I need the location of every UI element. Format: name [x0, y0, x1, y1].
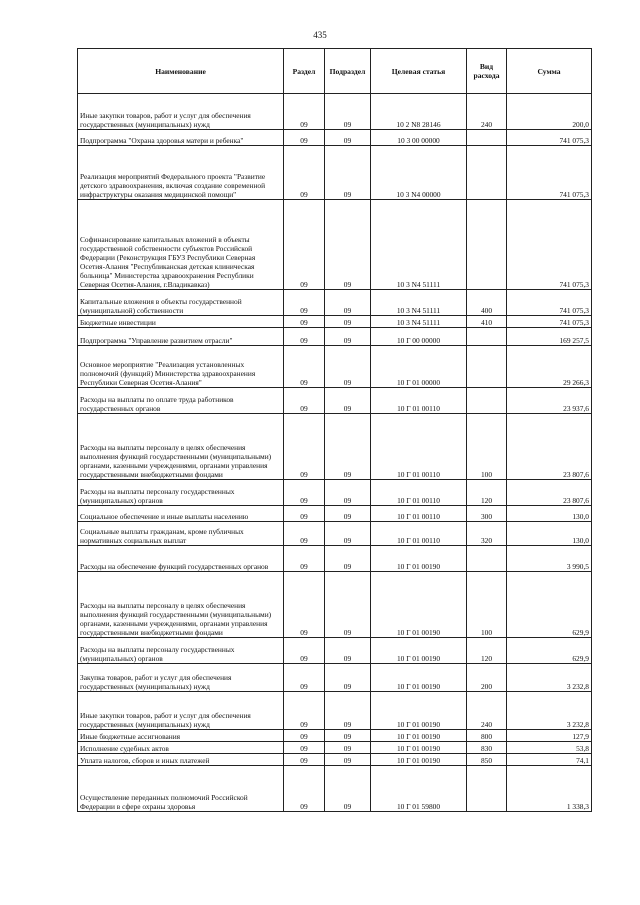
row-target: 10 Г 01 00190 — [371, 742, 467, 754]
row-section: 09 — [284, 730, 325, 742]
row-subsection: 09 — [325, 546, 371, 572]
row-expense-type: 850 — [467, 754, 507, 766]
row-expense-type: 830 — [467, 742, 507, 754]
row-name: Расходы на выплаты персоналу государственных (муниципальных) органов — [78, 638, 284, 664]
row-sum: 741 075,3 — [507, 290, 592, 316]
row-expense-type: 320 — [467, 522, 507, 546]
row-section: 09 — [284, 414, 325, 480]
row-subsection: 09 — [325, 692, 371, 730]
row-subsection: 09 — [325, 346, 371, 388]
row-sum: 741 075,3 — [507, 200, 592, 290]
row-subsection: 09 — [325, 316, 371, 328]
row-target: 10 Г 01 59800 — [371, 766, 467, 812]
row-section: 09 — [284, 130, 325, 146]
row-sum: 3 990,5 — [507, 546, 592, 572]
row-subsection: 09 — [325, 664, 371, 692]
row-subsection: 09 — [325, 742, 371, 754]
row-target: 10 Г 01 00110 — [371, 522, 467, 546]
table-row — [78, 506, 592, 522]
table-row — [78, 638, 592, 664]
row-sum: 741 075,3 — [507, 316, 592, 328]
row-subsection: 09 — [325, 388, 371, 414]
row-subsection: 09 — [325, 730, 371, 742]
row-name: Подпрограмма "Охрана здоровья матери и ребенка" — [78, 130, 284, 146]
row-sum: 127,9 — [507, 730, 592, 742]
row-name: Расходы на выплаты персоналу в целях обеспечения выполнения функций государственными (муниципальными) органами, казенными учреждениями, органами управления государственными внебюджетными фондами — [78, 572, 284, 638]
row-sum: 741 075,3 — [507, 146, 592, 200]
row-section: 09 — [284, 316, 325, 328]
row-expense-type: 100 — [467, 414, 507, 480]
row-target: 10 Г 01 00190 — [371, 572, 467, 638]
row-target: 10 Г 00 00000 — [371, 328, 467, 346]
table-row — [78, 200, 592, 290]
row-name: Социальное обеспечение и иные выплаты населению — [78, 506, 284, 522]
row-section: 09 — [284, 742, 325, 754]
budget-table — [77, 48, 592, 812]
row-expense-type: 100 — [467, 572, 507, 638]
table-row — [78, 94, 592, 130]
row-sum: 23 807,6 — [507, 480, 592, 506]
table-row — [78, 664, 592, 692]
table-row — [78, 572, 592, 638]
row-sum: 629,9 — [507, 572, 592, 638]
row-section: 09 — [284, 328, 325, 346]
table-row — [78, 522, 592, 546]
table-row — [78, 730, 592, 742]
row-section: 09 — [284, 94, 325, 130]
row-target: 10 3 N4 51111 — [371, 200, 467, 290]
row-name: Осуществление переданных полномочий Российской Федерации в сфере охраны здоровья — [78, 766, 284, 812]
row-subsection: 09 — [325, 290, 371, 316]
row-sum: 629,9 — [507, 638, 592, 664]
row-target: 10 Г 01 00190 — [371, 730, 467, 742]
header-subsection: Подраздел — [325, 49, 371, 94]
table-row — [78, 388, 592, 414]
row-sum: 23 937,6 — [507, 388, 592, 414]
row-expense-type — [467, 146, 507, 200]
row-name: Исполнение судебных актов — [78, 742, 284, 754]
row-name: Софинансирование капитальных вложений в объекты государственной собственности субъектов Российской Федерации (Реконструкция ГБУЗ Республики Северная Осетия-Алания "Республиканская детская клиническая больница" Министерства здравоохранения Республики Северная Осетия-Алания, г.Владикавказ) — [78, 200, 284, 290]
row-subsection: 09 — [325, 766, 371, 812]
row-subsection: 09 — [325, 328, 371, 346]
table-header-row — [78, 49, 592, 94]
row-subsection: 09 — [325, 146, 371, 200]
row-target: 10 Г 01 00000 — [371, 346, 467, 388]
row-sum: 23 807,6 — [507, 414, 592, 480]
table-row — [78, 480, 592, 506]
table-row — [78, 414, 592, 480]
row-expense-type: 400 — [467, 290, 507, 316]
row-target: 10 Г 01 00110 — [371, 388, 467, 414]
row-subsection: 09 — [325, 414, 371, 480]
row-target: 10 3 00 00000 — [371, 130, 467, 146]
table-row — [78, 754, 592, 766]
header-expense-type: Вид расхода — [467, 49, 507, 94]
table-row — [78, 130, 592, 146]
table-body — [78, 94, 592, 812]
row-section: 09 — [284, 692, 325, 730]
row-target: 10 Г 01 00110 — [371, 506, 467, 522]
header-sum: Сумма — [507, 49, 592, 94]
row-subsection: 09 — [325, 94, 371, 130]
row-expense-type — [467, 766, 507, 812]
row-name: Бюджетные инвестиции — [78, 316, 284, 328]
row-name: Иные бюджетные ассигнования — [78, 730, 284, 742]
row-target: 10 3 N4 00000 — [371, 146, 467, 200]
row-subsection: 09 — [325, 130, 371, 146]
header-name: Наименование — [78, 49, 284, 94]
table-row — [78, 346, 592, 388]
row-expense-type: 120 — [467, 638, 507, 664]
row-subsection: 09 — [325, 638, 371, 664]
row-name: Расходы на обеспечение функций государственных органов — [78, 546, 284, 572]
row-subsection: 09 — [325, 200, 371, 290]
row-expense-type — [467, 130, 507, 146]
table-row — [78, 316, 592, 328]
table-row — [78, 328, 592, 346]
row-subsection: 09 — [325, 754, 371, 766]
row-expense-type: 410 — [467, 316, 507, 328]
row-expense-type — [467, 328, 507, 346]
row-name: Расходы на выплаты по оплате труда работников государственных органов — [78, 388, 284, 414]
row-sum: 130,0 — [507, 506, 592, 522]
row-name: Уплата налогов, сборов и иных платежей — [78, 754, 284, 766]
row-target: 10 Г 01 00190 — [371, 638, 467, 664]
row-expense-type: 120 — [467, 480, 507, 506]
row-section: 09 — [284, 754, 325, 766]
row-section: 09 — [284, 388, 325, 414]
row-subsection: 09 — [325, 572, 371, 638]
row-target: 10 Г 01 00190 — [371, 546, 467, 572]
row-section: 09 — [284, 290, 325, 316]
row-section: 09 — [284, 546, 325, 572]
row-sum: 53,8 — [507, 742, 592, 754]
page-number: 435 — [313, 30, 327, 40]
row-expense-type — [467, 200, 507, 290]
row-expense-type — [467, 546, 507, 572]
row-name: Расходы на выплаты персоналу в целях обеспечения выполнения функций государственными (муниципальными) органами, казенными учреждениями, органами управления государственными внебюджетными фондами — [78, 414, 284, 480]
row-section: 09 — [284, 522, 325, 546]
row-section: 09 — [284, 638, 325, 664]
row-sum: 3 232,8 — [507, 664, 592, 692]
row-name: Закупка товаров, работ и услуг для обеспечения государственных (муниципальных) нужд — [78, 664, 284, 692]
row-expense-type — [467, 346, 507, 388]
row-sum: 3 232,8 — [507, 692, 592, 730]
row-section: 09 — [284, 480, 325, 506]
row-section: 09 — [284, 200, 325, 290]
row-target: 10 Г 01 00110 — [371, 414, 467, 480]
table-row — [78, 692, 592, 730]
row-sum: 200,0 — [507, 94, 592, 130]
row-name: Иные закупки товаров, работ и услуг для обеспечения государственных (муниципальных) нужд — [78, 692, 284, 730]
row-section: 09 — [284, 766, 325, 812]
row-section: 09 — [284, 146, 325, 200]
row-name: Иные закупки товаров, работ и услуг для обеспечения государственных (муниципальных) нужд — [78, 94, 284, 130]
row-sum: 741 075,3 — [507, 130, 592, 146]
row-sum: 169 257,5 — [507, 328, 592, 346]
row-name: Капитальные вложения в объекты государственной (муниципальной) собственности — [78, 290, 284, 316]
table-row — [78, 766, 592, 812]
row-subsection: 09 — [325, 522, 371, 546]
table-row — [78, 742, 592, 754]
table-row — [78, 290, 592, 316]
row-expense-type: 240 — [467, 94, 507, 130]
header-target: Целевая статья — [371, 49, 467, 94]
row-sum: 130,0 — [507, 522, 592, 546]
row-expense-type — [467, 388, 507, 414]
row-expense-type: 240 — [467, 692, 507, 730]
row-target: 10 Г 01 00110 — [371, 480, 467, 506]
row-section: 09 — [284, 572, 325, 638]
row-name: Основное мероприятие "Реализация установленных полномочий (функций) Министерства здравоохранения Республики Северная Осетия-Алания" — [78, 346, 284, 388]
row-target: 10 3 N4 51111 — [371, 316, 467, 328]
row-section: 09 — [284, 506, 325, 522]
row-sum: 1 338,3 — [507, 766, 592, 812]
header-section: Раздел — [284, 49, 325, 94]
row-name: Реализация мероприятий Федерального проекта "Развитие детского здравоохранения, включая создание современной инфраструктуры оказания медицинской помощи" — [78, 146, 284, 200]
row-subsection: 09 — [325, 480, 371, 506]
row-expense-type: 200 — [467, 664, 507, 692]
row-sum: 29 266,3 — [507, 346, 592, 388]
row-name: Подпрограмма "Управление развитием отрасли" — [78, 328, 284, 346]
row-name: Социальные выплаты гражданам, кроме публичных нормативных социальных выплат — [78, 522, 284, 546]
row-target: 10 Г 01 00190 — [371, 664, 467, 692]
row-target: 10 2 N8 28146 — [371, 94, 467, 130]
row-target: 10 3 N4 51111 — [371, 290, 467, 316]
row-target: 10 Г 01 00190 — [371, 692, 467, 730]
row-section: 09 — [284, 664, 325, 692]
row-target: 10 Г 01 00190 — [371, 754, 467, 766]
row-expense-type: 300 — [467, 506, 507, 522]
row-section: 09 — [284, 346, 325, 388]
row-sum: 74,1 — [507, 754, 592, 766]
row-subsection: 09 — [325, 506, 371, 522]
table-row — [78, 146, 592, 200]
table-row — [78, 546, 592, 572]
row-name: Расходы на выплаты персоналу государственных (муниципальных) органов — [78, 480, 284, 506]
row-expense-type: 800 — [467, 730, 507, 742]
